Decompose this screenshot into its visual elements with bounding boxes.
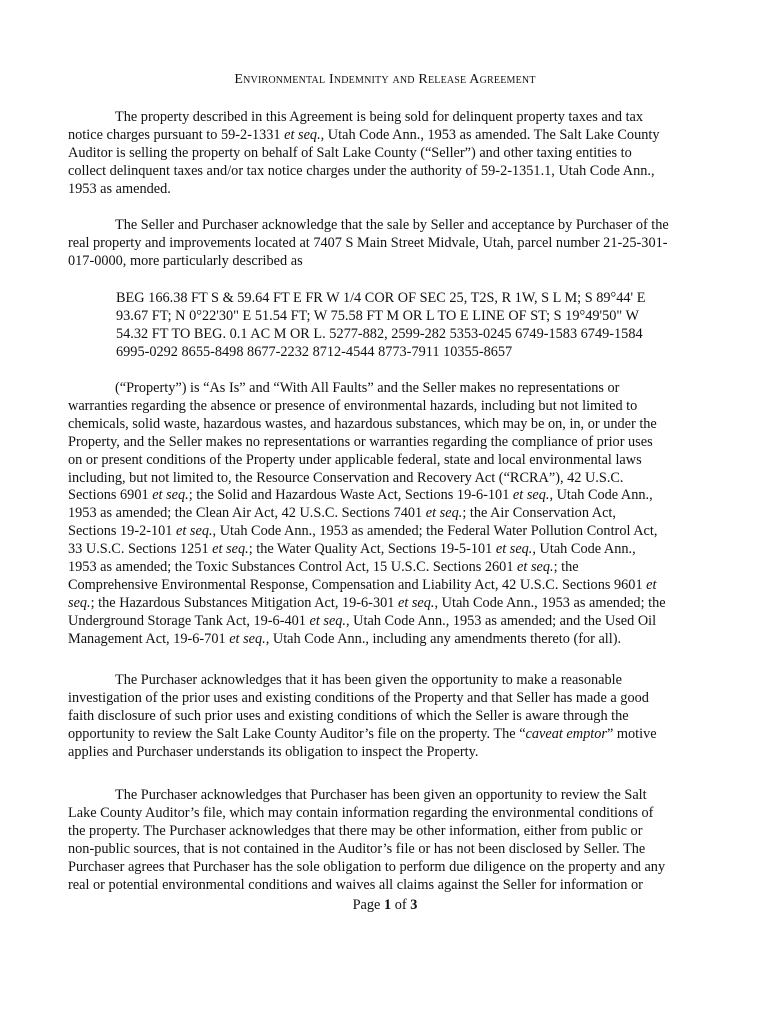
legal-description: [116, 290, 706, 362]
page-label: Page: [352, 897, 381, 913]
text-line: faith disclosure of such prior uses and existing conditions of which the Seller is aware through the: [68, 707, 629, 724]
text-line: Sections 6901 et seq.; the Solid and Hazardous Waste Act, Sections 19-6-101 et seq., Utah Code Ann.,: [68, 487, 653, 504]
text-line: The property described in this Agreement is being sold for delinquent property taxes and tax: [115, 109, 644, 125]
text-line: Purchaser agrees that Purchaser has the sole obligation to perform due diligence on the property and any: [68, 858, 666, 875]
paragraph-sale-authority: [68, 109, 708, 199]
page-of: of: [394, 897, 407, 913]
text-line: The Seller and Purchaser acknowledge that the sale by Seller and acceptance by Purchaser of the: [115, 217, 669, 233]
text-line: 6995-0292 8655-8498 8677-2232 8712-4544 8773-7911 10355-8657: [116, 343, 513, 360]
text-line: Lake County Auditor’s file, which may contain information regarding the environmental conditions of: [68, 804, 654, 821]
text-line: (“Property”) is “As Is” and “With All Faults” and the Seller makes no representations or: [115, 380, 620, 396]
text-line: Sections 19-2-101 et seq., Utah Code Ann., 1953 as amended; the Federal Water Pollution Control Act,: [68, 523, 658, 540]
text-line: warranties regarding the absence or presence of environmental hazards, including but not limited to: [68, 397, 638, 414]
text-line: The Purchaser acknowledges that Purchaser has been given an opportunity to review the Salt: [115, 787, 647, 803]
text-line: on or present conditions of the Property under applicable federal, state and local environmental laws: [68, 451, 642, 468]
text-line: 33 U.S.C. Sections 1251 et seq.; the Water Quality Act, Sections 19-5-101 et seq., Utah Code Ann.,: [68, 541, 636, 558]
text-line: applies and Purchaser understands its obligation to inspect the Property.: [68, 743, 479, 760]
text-line: 54.32 FT TO BEG. 0.1 AC M OR L. 5277-882, 2599-282 5353-0245 6749-1583 6749-1584: [116, 325, 643, 342]
text-line: 1953 as amended; the Toxic Substances Control Act, 15 U.S.C. Sections 2601 et seq.; the: [68, 559, 579, 576]
text-line: 1953 as amended; the Clean Air Act, 42 U.S.C. Sections 7401 et seq.; the Air Conservation Act,: [68, 505, 616, 522]
page-number: [0, 897, 770, 914]
text-line: 017-0000, more particularly described as: [68, 252, 303, 269]
text-line: seq.; the Hazardous Substances Mitigation Act, 19-6-301 et seq., Utah Code Ann., 1953 as amended; the: [68, 594, 666, 611]
text-line: BEG 166.38 FT S & 59.64 FT E FR W 1/4 COR OF SEC 25, T2S, R 1W, S L M; S 89°44' E: [116, 290, 646, 306]
text-line: including, but not limited to, the Resource Conservation and Recovery Act (“RCRA”), 42 U.S.C.: [68, 469, 624, 486]
text-line: investigation of the prior uses and existing conditions of the Property and that Seller has made a good: [68, 689, 649, 706]
text-line: The Purchaser acknowledges that it has been given the opportunity to make a reasonable: [115, 672, 622, 688]
text-line: notice charges pursuant to 59-2-1331 et seq., Utah Code Ann., 1953 as amended. The Salt Lake County: [68, 126, 660, 143]
page-current: 1: [383, 897, 392, 913]
text-line: the property. The Purchaser acknowledges that there may be other information, either from public or: [68, 822, 643, 839]
text-line: real or potential environmental conditions and waives all claims against the Seller for information or: [68, 876, 643, 893]
text-line: 1953 as amended.: [68, 180, 171, 197]
text-line: 93.67 FT; N 0°22'30" E 51.54 FT; W 75.58 FT M OR L TO E LINE OF ST; S 19°49'50" W: [116, 307, 640, 324]
text-line: Underground Storage Tank Act, 19-6-401 et seq., Utah Code Ann., 1953 as amended; and the Used Oil: [68, 612, 657, 629]
text-line: Property, and the Seller makes no representations or warranties regarding the compliance of prior uses: [68, 433, 653, 450]
paragraph-investigation: [68, 672, 708, 762]
page-total: 3: [410, 897, 418, 913]
text-line: Management Act, 19-6-701 et seq., Utah Code Ann., including any amendments thereto (for all).: [68, 630, 622, 647]
text-line: real property and improvements located at 7407 S Main Street Midvale, Utah, parcel number 21-25-301-: [68, 234, 668, 251]
text-line: opportunity to review the Salt Lake County Auditor’s file on the property. The “caveat emptor” motive: [68, 725, 657, 742]
paragraph-as-is: [68, 380, 708, 649]
paragraph-due-diligence: [68, 787, 708, 894]
text-line: non-public sources, that is not contained in the Auditor’s file or has not been disclosed by Seller. The: [68, 840, 646, 857]
text-line: collect delinquent taxes and/or tax notice charges under the authority of 59-2-1351.1, Utah Code Ann.,: [68, 162, 655, 179]
text-line: Comprehensive Environmental Response, Compensation and Liability Act, 42 U.S.C. Sections 9601 et: [68, 576, 657, 593]
document-title: Environmental Indemnity and Release Agreement: [234, 72, 536, 87]
text-line: chemicals, solid waste, hazardous wastes, and hazardous substances, which may be on, in, or under the: [68, 415, 657, 432]
text-line: Auditor is selling the property on behalf of Salt Lake County (“Seller”) and other taxing entities to: [68, 144, 632, 161]
paragraph-acknowledgement: [68, 217, 708, 271]
